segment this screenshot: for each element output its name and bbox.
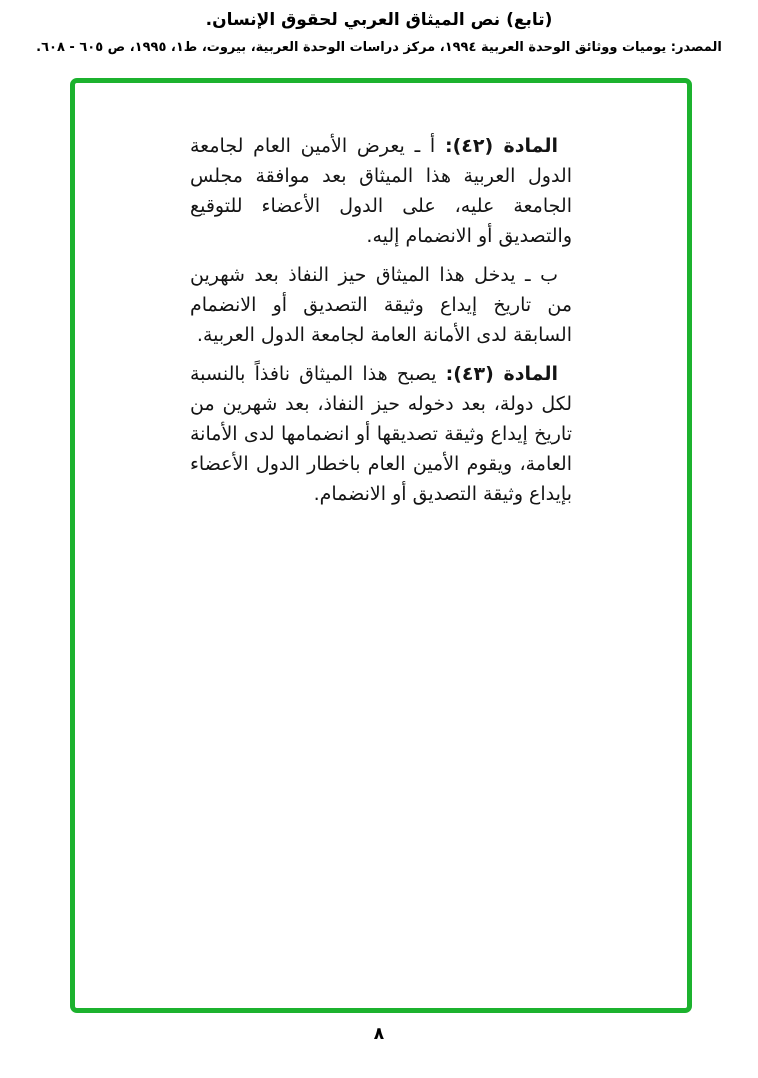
article-text-column (190, 131, 572, 509)
content-frame (70, 78, 692, 1013)
page-number: ٨ (373, 1024, 385, 1044)
article-42-label: المادة (٤٢): (444, 135, 558, 157)
article-42-paragraph-b (190, 260, 572, 350)
article-43-label: المادة (٤٣): (445, 363, 558, 385)
article-42-paragraph-a (190, 131, 572, 251)
document-title: (تابع) نص الميثاق العربي لحقوق الإنسان. (205, 10, 553, 30)
document-source-line: المصدر: يوميات ووثائق الوحدة العربية ١٩٩٤، مركز دراسات الوحدة العربية، بيروت، ط١، ١٩٩٥، ص ٦٠٥ - ٦٠٨. (36, 40, 722, 55)
article-42b-body: ب ـ يدخل هذا الميثاق حيز النفاذ بعد شهرين من تاريخ إيداع وثيقة التصديق أو الانضمام السابقة لدى الأمانة العامة لجامعة الدول العربية. (190, 264, 572, 346)
article-43-paragraph (190, 359, 572, 509)
article-42-body: أ ـ يعرض الأمين العام لجامعة الدول العربية هذا الميثاق بعد موافقة مجلس الجامعة عليه، على الدول الأعضاء للتوقيع والتصديق أو الانضمام إليه. (190, 135, 572, 247)
article-43-body: يصبح هذا الميثاق نافذاً بالنسبة لكل دولة، بعد دخوله حيز النفاذ، بعد شهرين من تاريخ إيداع وثيقة تصديقها أو انضمامها لدى الأمانة العامة، ويقوم الأمين العام باخطار الدول الأعضاء بإيداع وثيقة التصديق أو الانضمام. (190, 363, 572, 505)
